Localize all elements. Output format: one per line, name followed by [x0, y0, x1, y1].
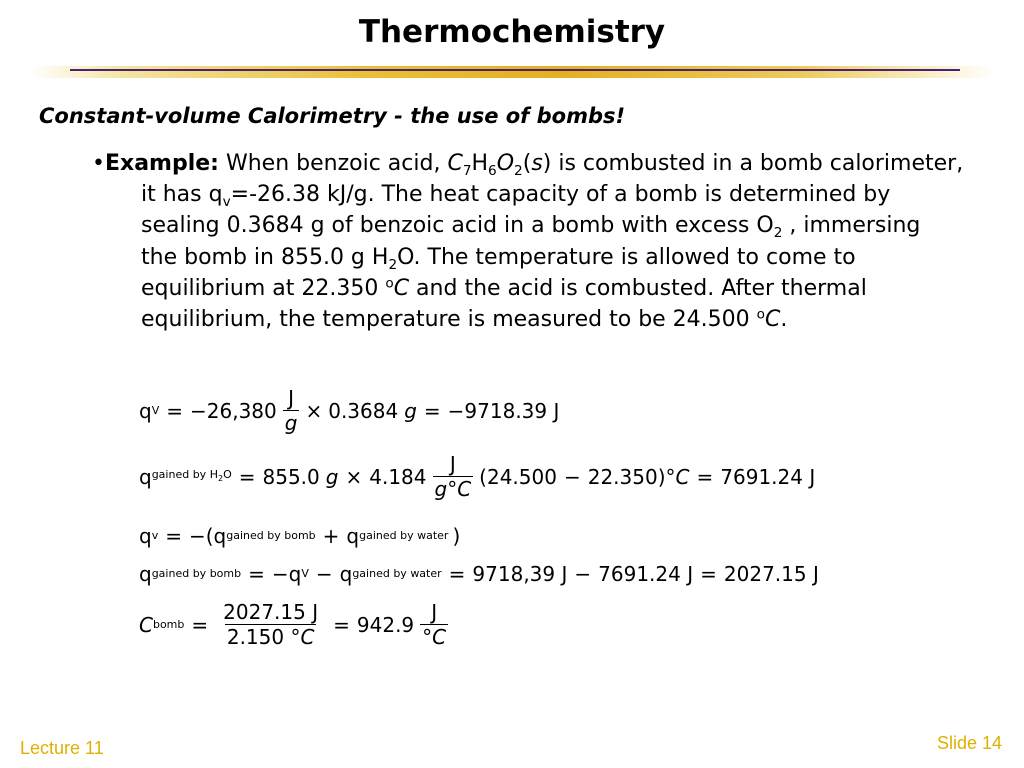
eq-symbol: q [139, 524, 152, 548]
text-run: C [393, 275, 410, 301]
subscript: v [222, 193, 231, 210]
eq-symbol: ) [452, 524, 461, 548]
eq-fraction [433, 452, 474, 501]
eq-value: 0.3684 [328, 398, 399, 423]
equation-c-bomb: C bomb = $\frac{2027.15 J}{2.150 ^\circ C}$ = 942.9 $\frac{J}{^\circ C}$ [139, 600, 447, 649]
text-run: When benzoic acid, [218, 151, 448, 176]
fraction-denominator [225, 624, 317, 649]
text-run: ) is combusted in a bomb calorimeter, [542, 151, 964, 176]
example-line-6 [92, 304, 1020, 335]
eq-operator: = [165, 524, 182, 548]
text-run: C [765, 307, 781, 333]
text-run: the bomb in 855.0 g H [141, 244, 389, 270]
formula-element: H [471, 151, 489, 176]
slide-title: Thermochemistry [358, 14, 666, 50]
superscript: o [756, 306, 765, 323]
eq-result: 2027.15 J [723, 562, 819, 586]
formula-subscript: 2 [514, 162, 523, 179]
eq-operator: = [248, 562, 265, 586]
eq-fraction [283, 386, 300, 435]
eq-symbol: −q [271, 562, 302, 586]
eq-unit: g [404, 398, 417, 423]
eq-value: 7691.24 J [598, 562, 694, 586]
eq-symbol: q [139, 398, 152, 423]
text-run: equilibrium at 22.350 [141, 275, 386, 301]
eq-symbol: q [139, 562, 152, 586]
eq-symbol: C [139, 612, 153, 637]
eq-operator: − [574, 562, 592, 586]
eq-operator: = [700, 562, 717, 586]
text-run: sealing 0.3684 g of benzoic acid in a bomb with excess O [141, 213, 774, 239]
text-run: O. The temperature is allowed to come to [397, 244, 856, 270]
eq-unit: C [300, 625, 315, 649]
equation-q-gained-water [139, 452, 815, 501]
equation-qv-sum: q v = −(q gained by bomb + q gained by water ) [139, 524, 461, 548]
superscript: o [385, 275, 394, 292]
example-line-4 [92, 242, 1020, 273]
eq-fraction [420, 600, 448, 649]
text-run: equilibrium, the temperature is measured to be 24.500 [141, 307, 757, 333]
eq-operator: = [333, 612, 350, 637]
eq-operator: = [238, 464, 256, 489]
eq-value: (24.500 [479, 464, 557, 489]
eq-operator: = [448, 562, 466, 586]
example-label: Example: [104, 151, 219, 176]
eq-operator: × [305, 398, 323, 423]
formula-element: O [496, 151, 515, 176]
eq-unit: C [432, 625, 447, 649]
eq-operator: = [423, 398, 441, 423]
footer-lecture-label: Lecture 11 [20, 738, 104, 758]
title-underline-line [70, 69, 960, 71]
eq-unit: C [675, 464, 690, 489]
eq-value: 2.150 ° [226, 625, 301, 649]
eq-operator: = [696, 464, 714, 489]
eq-result: −9718.39 J [447, 398, 560, 423]
fraction-denominator: g°C [434, 477, 472, 501]
text-run: it has q [141, 182, 223, 208]
eq-subscript: 2 [217, 473, 224, 483]
eq-result: 7691.24 J [720, 464, 816, 489]
eq-operator: − [563, 464, 581, 489]
eq-operator: − [315, 562, 333, 586]
fraction-numerator: J [431, 600, 438, 624]
subscript: 2 [388, 256, 398, 273]
eq-symbol: q [339, 562, 353, 586]
eq-operator: + [322, 524, 340, 548]
eq-symbol: −(q [188, 524, 227, 548]
example-line-2 [92, 179, 1020, 210]
eq-unit: ° [422, 625, 433, 649]
example-line-1 [92, 148, 1020, 179]
footer-slide-number: Slide 14 [936, 733, 1002, 753]
fraction-denominator: g [284, 411, 298, 435]
formula-subscript: 7 [462, 162, 472, 179]
formula-element: C [447, 151, 463, 176]
text-run: ( [522, 151, 532, 176]
formula-subscript: 6 [488, 162, 497, 179]
fraction-denominator [420, 624, 448, 649]
equation-qv: q V = −26,380 $\frac{J}{g}$ × 0.3684 g = −9718.39 J [139, 386, 560, 435]
eq-subscript: O [223, 467, 232, 481]
eq-operator: × [345, 464, 363, 489]
text-run: =-26.38 kJ/g. The heat capacity of a bomb is determined by [230, 182, 891, 208]
text-run: and the acid is combusted. After thermal [409, 275, 867, 301]
equation-q-gained-bomb: q gained by bomb = −q V − q gained by water = 9718,39 J − 7691.24 J = 2027.15 J [139, 562, 819, 586]
section-heading: Constant-volume Calorimetry - the use of bombs! [39, 104, 626, 128]
eq-operator: = [191, 612, 209, 637]
eq-value: 942.9 [356, 612, 415, 637]
eq-value: −26,380 [190, 398, 277, 423]
fraction-numerator: 2027.15 J [223, 600, 319, 624]
example-line-3 [92, 210, 1020, 241]
eq-unit: g [325, 464, 339, 489]
subscript: 2 [773, 225, 783, 242]
title-underline-bar [30, 66, 994, 78]
example-paragraph [92, 148, 1020, 335]
eq-symbol: q [139, 464, 152, 489]
fraction-numerator: J [288, 386, 295, 410]
example-line-5 [92, 273, 1020, 304]
eq-value: 855.0 [262, 464, 320, 489]
eq-symbol: q [346, 524, 360, 548]
text-run: . [780, 307, 788, 333]
eq-subscript: gained by H [151, 467, 218, 481]
state-symbol: s [531, 151, 543, 176]
fraction-numerator: J [449, 452, 456, 476]
eq-value: 4.184 [369, 464, 427, 489]
eq-fraction [221, 600, 320, 649]
eq-operator: = [166, 398, 183, 423]
text-run: , immersing [782, 213, 921, 239]
eq-value: 22.350)° [587, 464, 676, 489]
eq-value: 9718,39 J [472, 562, 568, 586]
bullet: • [92, 151, 105, 176]
